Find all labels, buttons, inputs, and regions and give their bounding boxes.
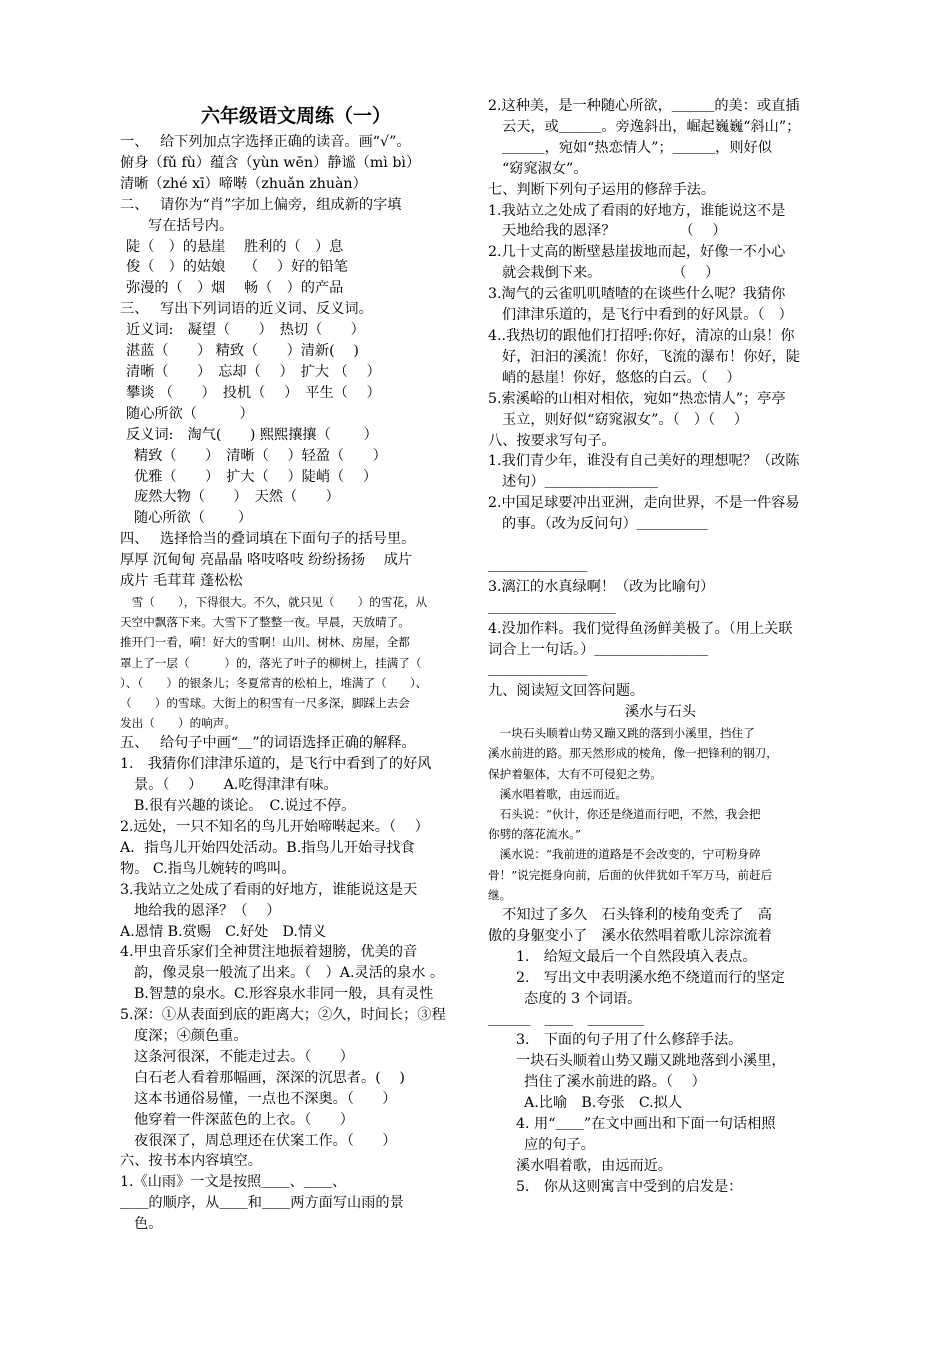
right-column-line: 2. 写出文中表明溪水绝不绕道而行的坚定 bbox=[516, 969, 785, 986]
right-column-line: 好，汩汩的溪流！你好，飞流的瀑布！你好，陡 bbox=[502, 348, 800, 365]
left-column-line: 他穿着一件深蓝色的上衣。（ ） bbox=[134, 1111, 354, 1128]
left-column-line: 反义词: 淘气( ) 熙熙攘攘（ ） bbox=[126, 426, 378, 443]
left-column-line: B.智慧的泉水。C.形容泉水非同一般，具有灵性 bbox=[134, 986, 434, 1003]
left-column-line: 物。 C.指鸟儿婉转的鸣叫。 bbox=[120, 860, 296, 877]
left-column-line: 罩上了一层（ ）的，落光了叶子的柳树上，挂满了（ bbox=[120, 655, 422, 670]
right-column-line: 不知过了多久 石头锋利的棱角变秃了 高 bbox=[488, 907, 772, 924]
right-column-line: 的事。（改为反问句）＿＿＿＿＿ bbox=[502, 516, 708, 533]
right-column-line: 挡住了溪水前进的路。（ ） bbox=[524, 1074, 706, 1091]
right-column-line: 傲的身躯变小了 溪水依然唱着歌儿淙淙流着 bbox=[488, 927, 772, 944]
right-column-line: 你劈的落花流水。” bbox=[488, 827, 581, 842]
right-column-line: ＿＿＿，宛如“热恋情人”；＿＿＿，则好似 bbox=[502, 139, 772, 156]
right-column-line: 5.索溪峪的山相对相依，宛如“热恋情人”；亭亭 bbox=[488, 390, 786, 407]
left-column-line: 1. 我猜你们津津乐道的，是飞行中看到了的好风 bbox=[120, 756, 432, 773]
right-column-line: 溪水唱着歌，由远而近。 bbox=[516, 1157, 673, 1174]
left-column-line: 一、 给下列加点字选择正确的读音。画“√”。 bbox=[120, 134, 411, 150]
left-column-line: 1.《山雨》一文是按照＿＿、＿＿、 bbox=[120, 1174, 347, 1191]
left-column-line: 四、 选择恰当的叠词填在下面句子的括号里。 bbox=[120, 531, 416, 548]
right-column-line: 继。 bbox=[488, 887, 512, 902]
right-column-line: 们津津乐道的，是飞行中看到的好风景。（ ） bbox=[502, 307, 793, 324]
right-column-line: 一块石头顺着山势又蹦又跳的落到小溪里，挡住了 bbox=[488, 726, 755, 741]
right-column-line: ＿＿＿ ＿＿ ＿＿＿＿ bbox=[488, 1011, 645, 1028]
right-column-line: 4.没加作料。我们觉得鱼汤鲜美极了。（用上关联 bbox=[488, 620, 793, 637]
right-column-line: ＿＿＿＿＿＿＿ bbox=[488, 662, 588, 679]
left-column-line: A.恩情 B.赏赐 C.好处 D.情义 bbox=[120, 923, 327, 940]
right-column-line: 3.淘气的云雀叽叽喳喳的在谈些什么呢？我猜你 bbox=[488, 286, 786, 303]
left-column-line: B.很有兴趣的谈论。 C.说过不停。 bbox=[134, 798, 356, 815]
left-column-line: 写在括号内。 bbox=[148, 217, 234, 234]
right-column-line: ＿＿＿＿＿＿＿＿＿ bbox=[488, 599, 616, 616]
right-column-line: 1. 给短文最后一个自然段填入表点。 bbox=[516, 948, 757, 965]
left-column-line: 这条河很深，不能走过去。（ ） bbox=[134, 1048, 354, 1065]
right-column-line: 应的句子。 bbox=[524, 1136, 595, 1153]
right-column-line: A.比喻 B.夸张 C.拟人 bbox=[524, 1095, 683, 1112]
right-column-line: 溪水唱着歌，由远而近。 bbox=[488, 786, 628, 801]
left-column-line: 清晰（ ） 忘却（ ） 扩大 （ ） bbox=[126, 363, 381, 380]
left-column-line: 清晰（zhé xī）啼啭（zhuǎn zhuàn） bbox=[120, 175, 367, 192]
right-column-line: 八、按要求写句子。 bbox=[488, 432, 616, 449]
right-column-line: 骨！”说完挺身向前，后面的伙伴犹如千军万马，前赶后 bbox=[488, 867, 773, 882]
right-column-line: 1.我站立之处成了看雨的好地方，谁能说这不是 bbox=[488, 202, 786, 219]
right-column-line: 七、判断下列句子运用的修辞手法。 bbox=[488, 181, 716, 198]
left-column-line: 发出（ ）的响声。 bbox=[120, 716, 236, 731]
right-column-line: 2.中国足球要冲出亚洲，走向世界，不是一件容易 bbox=[488, 495, 800, 512]
left-column-line: 弥漫的（ ）烟 畅（ ）的产品 bbox=[126, 280, 344, 297]
right-column-line: 玉立，则好似“窈窕淑女”。（ ）（ ） bbox=[502, 411, 749, 428]
left-column-line: 这本书通俗易懂，一点也不深奥。（ ） bbox=[134, 1090, 397, 1107]
left-column-line: 白石老人看着那幅画，深深的沉思者。( ) bbox=[134, 1069, 405, 1086]
right-column-line: 4..我热切的跟他们打招呼:你好，清凉的山泉！你 bbox=[488, 327, 795, 344]
right-column-line: 3.漓江的水真绿啊！（改为比喻句） bbox=[488, 578, 715, 595]
left-column-line: 俊（ ）的姑娘 （ ）好的铅笔 bbox=[126, 259, 348, 276]
left-column-line: 随心所欲（ ） bbox=[134, 510, 253, 527]
right-column-line: ＿＿＿＿＿＿＿ bbox=[488, 557, 588, 574]
left-column-line: A．指鸟儿开始四处活动。B.指鸟儿开始寻找食 bbox=[120, 839, 415, 856]
left-column-line: 陡（ ）的悬崖 胜利的（ ）息 bbox=[126, 238, 344, 255]
right-column-line: 就会栽倒下来。 （ ） bbox=[502, 265, 720, 282]
left-column-line: 厚厚 沉甸甸 亮晶晶 咯吱咯吱 纷纷扬扬 成片 bbox=[120, 552, 413, 569]
left-column-line: 五、 给句子中画“＿”的词语选择正确的解释。 bbox=[120, 735, 416, 752]
right-column-line: 保护着躯体，大有不可侵犯之势。 bbox=[488, 766, 662, 781]
left-column-line: ）、（ ）的银条儿；冬夏常青的松柏上，堆满了（ ）、 bbox=[120, 675, 428, 690]
right-column-line: 述句）＿＿＿＿＿＿＿＿ bbox=[502, 474, 659, 491]
left-column-line: 随心所欲（ ） bbox=[126, 405, 254, 422]
right-column-line: 一块石头顺着山势又蹦又跳地落到小溪里， bbox=[516, 1053, 786, 1070]
left-column-line: 湛蓝（ ） 精致（ ）清新( ) bbox=[126, 343, 359, 360]
right-column-line: 2.这种美，是一种随心所欲，＿＿＿的美：或直插 bbox=[488, 98, 800, 114]
left-column-line: 4.甲虫音乐家们全神贯注地振着翅膀，优美的音 bbox=[120, 944, 418, 961]
left-column-line: 2.远处，一只不知名的鸟儿开始啼啭起来。（ ） bbox=[120, 818, 429, 835]
right-column-line bbox=[488, 535, 833, 556]
left-column-line: ＿＿的顺序，从＿＿和＿＿两方面写山雨的景 bbox=[120, 1195, 404, 1212]
right-column-line: 天地给我的恩泽？ （ ） bbox=[502, 223, 727, 240]
left-column-line: 色。 bbox=[134, 1216, 163, 1233]
right-column-line: 石头说：“伙计，你还是绕道而行吧，不然，我会把 bbox=[488, 807, 761, 821]
left-column-line: 雪（ ），下得很大。不久，就只见（ ）的雪花，从 bbox=[120, 594, 428, 609]
left-column-line: 韵，像灵泉一般流了出来。（ ）A.灵活的泉水 。 bbox=[134, 965, 445, 982]
right-column-line: 5. 你从这则寓言中受到的启发是： bbox=[516, 1178, 743, 1195]
right-column-line: 1.我们青少年，谁没有自己美好的理想呢？（改陈 bbox=[488, 453, 800, 470]
left-column-line: 俯身（fǔ fù）蕴含（yùn wēn）静谧（mì bì） bbox=[120, 154, 421, 171]
right-column-line: 3. 下面的句子用了什么修辞手法。 bbox=[516, 1032, 743, 1049]
left-column-line: 三、 写出下列词语的近义词、反义词。 bbox=[120, 301, 373, 318]
left-column-line: 地给我的恩泽？（ ） bbox=[134, 902, 281, 919]
right-column-line: 峭的悬崖！你好，悠悠的白云。（ ） bbox=[502, 369, 741, 386]
right-column bbox=[488, 96, 833, 1198]
right-column-line: 4. 用“＿＿”在文中画出和下面一句话相照 bbox=[516, 1116, 776, 1133]
left-column-line: 近义词: 凝望（ ） 热切（ ） bbox=[126, 322, 365, 339]
left-column-line: 景。（ ） A.吃得津津有味。 bbox=[134, 777, 338, 794]
left-column-line: 3.我站立之处成了看雨的好地方，谁能说这是天 bbox=[120, 881, 418, 898]
right-column-line: 词合上一句话。）＿＿＿＿＿＿＿＿ bbox=[488, 641, 708, 658]
right-column-line: 态度的 3 个词语。 bbox=[524, 990, 642, 1007]
left-column-line: 精致（ ） 清晰（ ）轻盈（ ） bbox=[134, 447, 387, 464]
right-column-line: “窈窕淑女”。 bbox=[502, 160, 588, 177]
left-column-line: （ ）的雪球。大街上的积雪有一尺多深，脚踩上去会 bbox=[120, 695, 410, 710]
left-column-line: 庞然大物（ ） 天然（ ） bbox=[134, 489, 340, 506]
left-column-line: 优雅（ ） 扩大（ ）陡峭（ ） bbox=[134, 468, 378, 485]
right-column-line: 2.几十丈高的断壁悬崖拔地而起，好像一不小心 bbox=[488, 244, 786, 261]
right-column-line: 九、阅读短文回答问题。 bbox=[488, 683, 645, 700]
left-column-line: 二、 请你为“肖”字加上偏旁，组成新的字填 bbox=[120, 196, 402, 213]
left-column bbox=[120, 96, 472, 1235]
left-column-line: 夜很深了，周总理还在伏案工作。（ ） bbox=[134, 1132, 397, 1149]
right-column-line: 溪水与石头 bbox=[625, 704, 696, 721]
left-column-line: 度深；④颜色重。 bbox=[134, 1028, 248, 1045]
left-column-line: 成片 毛茸茸 蓬松松 bbox=[120, 573, 243, 590]
left-column-line: 攀谈 （ ） 投机（ ） 平生（ ） bbox=[126, 384, 381, 401]
right-column-line: 溪水前进的路。那天然形成的棱角，像一把锋利的钢刀， bbox=[488, 746, 778, 761]
right-column-line: 溪水说：“我前进的道路是不会改变的，宁可粉身碎 bbox=[488, 847, 761, 862]
left-column-line: 天空中飘落下来。大雪下了整整一夜。早晨，天放晴了。 bbox=[120, 615, 410, 630]
page-title: 六年级语文周练（一） bbox=[200, 105, 391, 127]
left-column-line: 5.深：①从表面到底的距离大；②久，时间长；③程 bbox=[120, 1007, 446, 1024]
right-column-line: 云天，或＿＿＿。旁逸斜出，崛起巍巍“斜山”； bbox=[502, 118, 801, 135]
left-column-line: 六、按书本内容填空。 bbox=[120, 1153, 262, 1170]
left-column-line: 推开门一看，嗬！好大的雪啊！山川、树林、房屋，全都 bbox=[120, 635, 410, 650]
